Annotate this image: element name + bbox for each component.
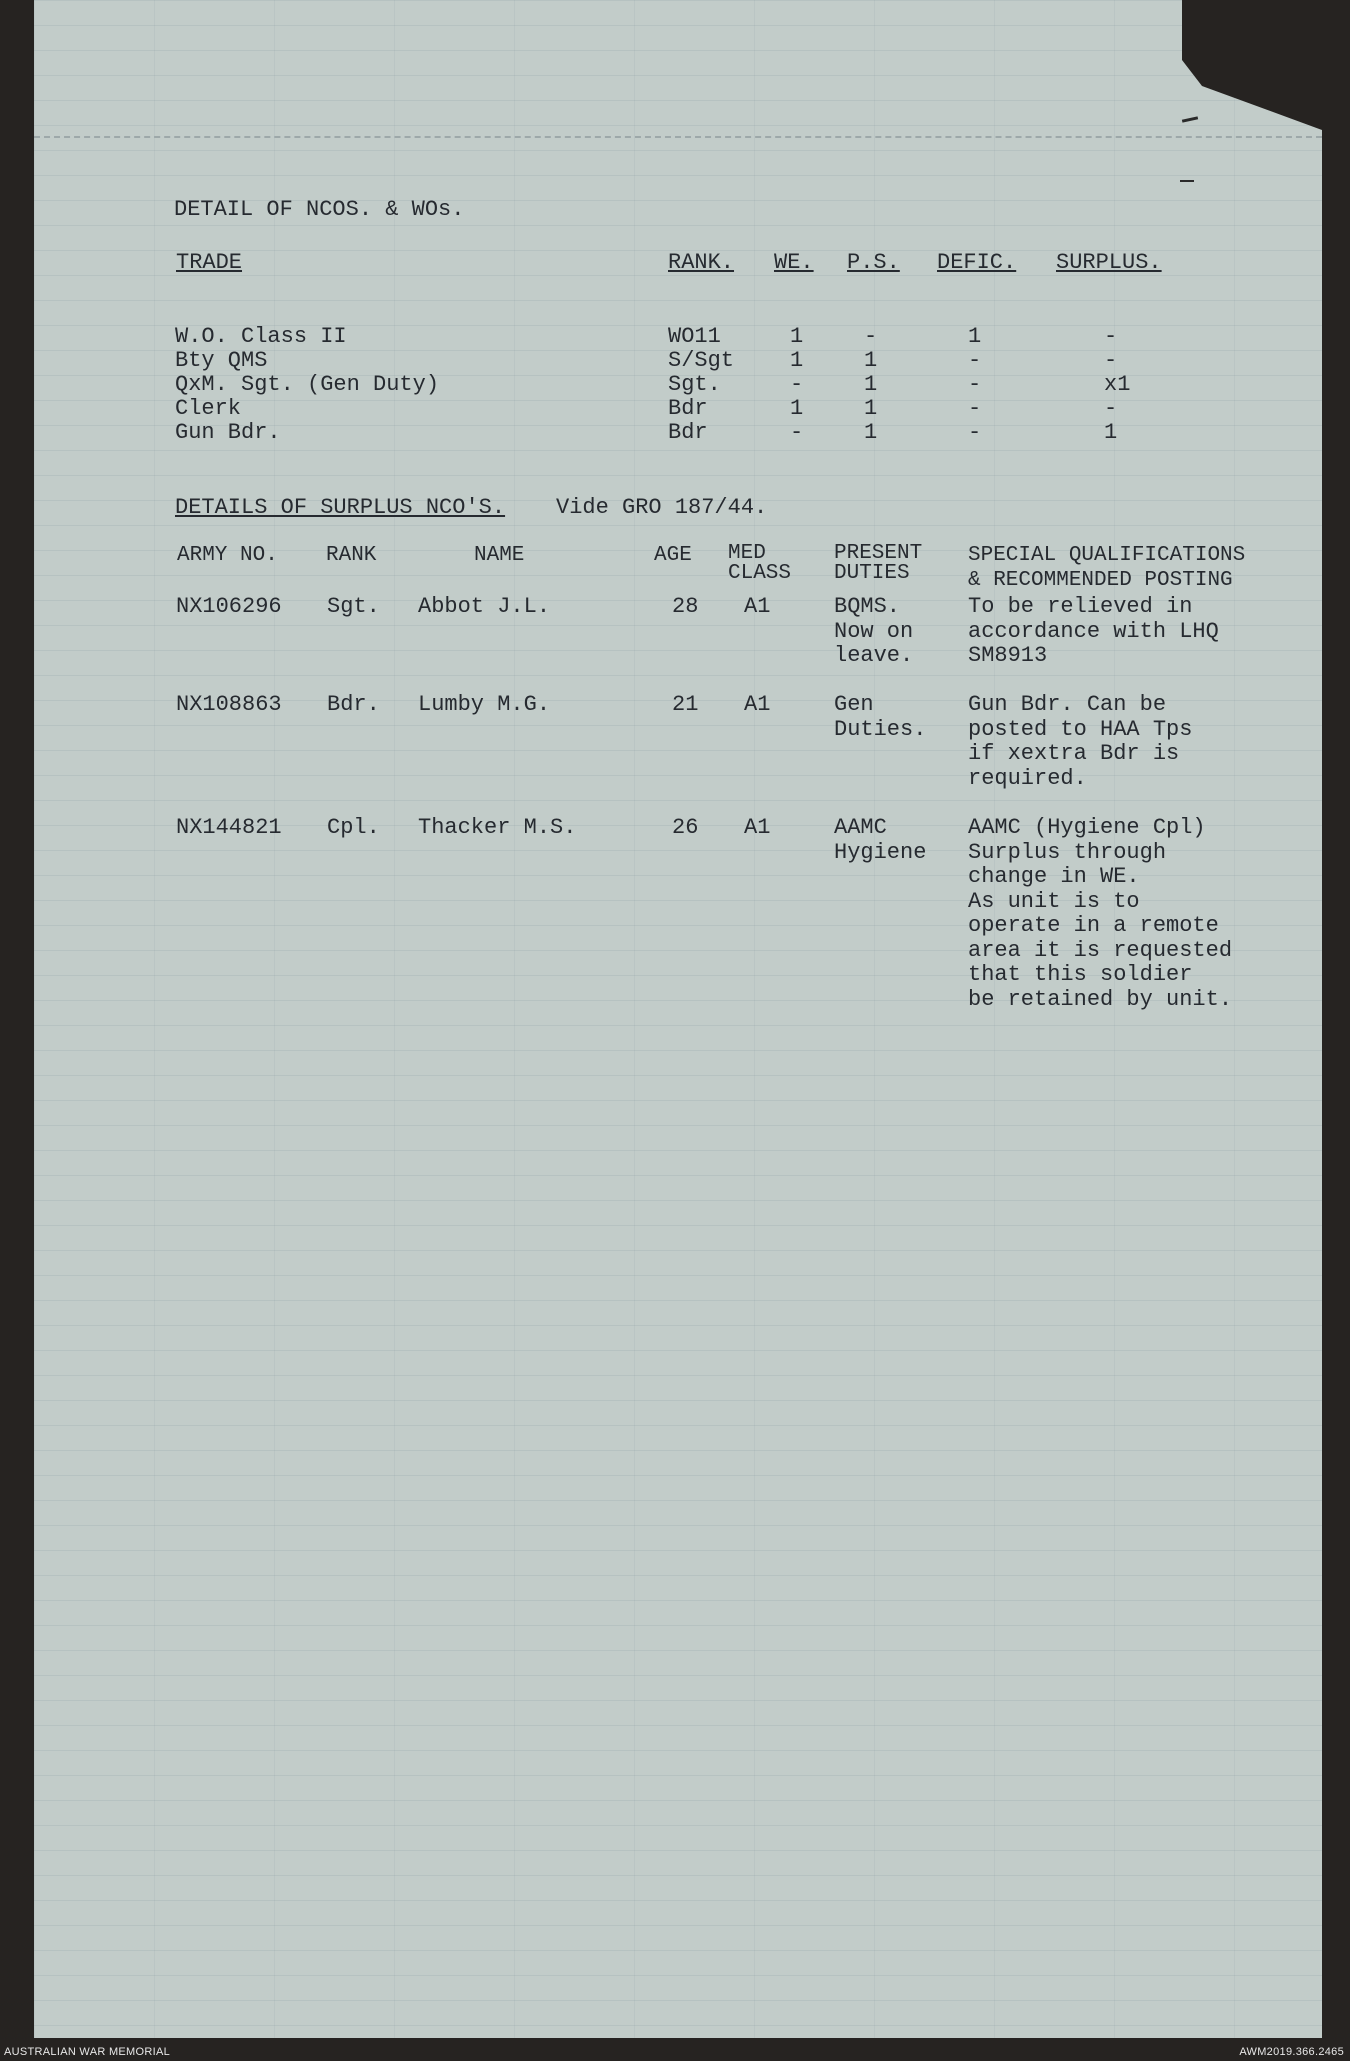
trade-row-1-rank: WO11	[668, 324, 721, 349]
header-we: WE.	[774, 250, 814, 275]
trade-row-2-surplus: -	[1104, 348, 1118, 373]
surplus-row-1-special: To be relieved in accordance with LHQ SM8913	[968, 594, 1219, 668]
surplus-row-3-duties: AAMC Hygiene	[834, 815, 927, 865]
trade-row-5-rank: Bdr	[668, 420, 708, 445]
header-rank: RANK.	[668, 250, 735, 275]
trade-row-3-defic: -	[968, 372, 982, 397]
trade-row-2-rank: S/Sgt	[668, 348, 735, 373]
surplus-reference: Vide GRO 187/44.	[556, 495, 768, 520]
trade-row-1-surplus: -	[1104, 324, 1118, 349]
trade-row-2-we: 1	[790, 348, 804, 373]
header-special-qualifications: SPECIAL QUALIFICATIONS & RECOMMENDED POSTING	[968, 544, 1246, 592]
header-ps: P.S.	[847, 250, 900, 275]
surplus-row-3-special: AAMC (Hygiene Cpl) Surplus through change in WE. As unit is to operate in a remote area it is requested that this soldier be retained by unit.	[968, 815, 1233, 1012]
header-surplus-rank: RANK	[326, 544, 377, 567]
surplus-row-2-med-class: A1	[744, 692, 771, 717]
trade-row-3-rank: Sgt.	[668, 372, 721, 397]
surplus-row-3-army-no: NX144821	[176, 815, 282, 840]
trade-row-3-we: -	[790, 372, 804, 397]
trade-row-2-ps: 1	[864, 348, 878, 373]
surplus-row-1-med-class: A1	[744, 594, 771, 619]
surplus-row-1-army-no: NX106296	[176, 594, 282, 619]
header-age: AGE	[654, 544, 692, 567]
trade-row-5-we: -	[790, 420, 804, 445]
trade-row-2-defic: -	[968, 348, 982, 373]
trade-row-3-trade: QxM. Sgt. (Gen Duty)	[175, 372, 440, 397]
trade-row-4-ps: 1	[864, 396, 878, 421]
surplus-row-1-duties: BQMS. Now on leave.	[834, 594, 914, 668]
surplus-heading: DETAILS OF SURPLUS NCO'S.	[175, 495, 506, 520]
surplus-row-2-rank: Bdr.	[327, 692, 380, 717]
trade-row-3-ps: 1	[864, 372, 878, 397]
trade-row-5-ps: 1	[864, 420, 878, 445]
trade-row-1-defic: 1	[968, 324, 982, 349]
surplus-row-3-age: 26	[672, 815, 699, 840]
header-surplus: SURPLUS.	[1056, 250, 1162, 275]
trade-row-1-ps: -	[864, 324, 878, 349]
document-title: DETAIL OF NCOS. & WOs.	[174, 197, 465, 222]
trade-row-5-surplus: 1	[1104, 420, 1118, 445]
surplus-row-3-rank: Cpl.	[327, 815, 380, 840]
header-med-class: MED CLASS	[728, 542, 792, 585]
document-sheet	[34, 0, 1322, 2038]
surplus-row-2-special: Gun Bdr. Can be posted to HAA Tps if xextra Bdr is required.	[968, 692, 1193, 791]
footer-accession-number: AWM2019.366.2465	[1239, 2046, 1344, 2058]
surplus-row-2-name: Lumby M.G.	[418, 692, 551, 717]
footer-institution: AUSTRALIAN WAR MEMORIAL	[4, 2046, 171, 2058]
trade-row-4-defic: -	[968, 396, 982, 421]
trade-row-5-defic: -	[968, 420, 982, 445]
surplus-row-1-name: Abbot J.L.	[418, 594, 551, 619]
surplus-row-1-age: 28	[672, 594, 699, 619]
surplus-row-2-army-no: NX108863	[176, 692, 282, 717]
trade-row-4-we: 1	[790, 396, 804, 421]
surplus-row-2-age: 21	[672, 692, 699, 717]
header-name: NAME	[474, 544, 525, 567]
surplus-row-3-med-class: A1	[744, 815, 771, 840]
surplus-row-1-rank: Sgt.	[327, 594, 380, 619]
trade-row-4-surplus: -	[1104, 396, 1118, 421]
trade-row-5-trade: Gun Bdr.	[175, 420, 281, 445]
header-present-duties: PRESENT DUTIES	[834, 542, 923, 585]
surplus-row-2-duties: Gen Duties.	[834, 692, 927, 742]
ink-mark	[1180, 180, 1194, 182]
header-trade: TRADE	[176, 250, 243, 275]
header-army-no: ARMY NO.	[177, 544, 278, 567]
trade-row-4-trade: Clerk	[175, 396, 242, 421]
trade-row-2-trade: Bty QMS	[175, 348, 268, 373]
surplus-row-3-name: Thacker M.S.	[418, 815, 577, 840]
trade-row-4-rank: Bdr	[668, 396, 708, 421]
trade-row-3-surplus: x1	[1104, 372, 1131, 397]
trade-row-1-trade: W.O. Class II	[175, 324, 347, 349]
perforation-line	[34, 136, 1322, 138]
header-defic: DEFIC.	[937, 250, 1017, 275]
trade-row-1-we: 1	[790, 324, 804, 349]
